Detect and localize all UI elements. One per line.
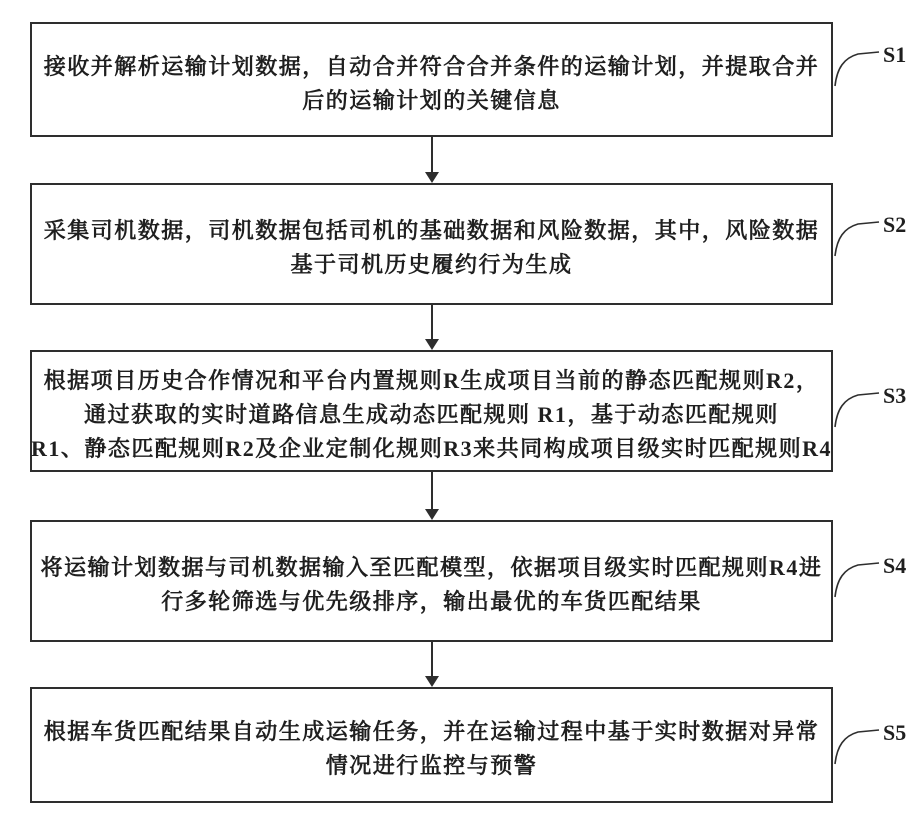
- arrow-head: [425, 509, 439, 520]
- step-id: S4: [883, 553, 907, 578]
- step-text-line: 根据车货匹配结果自动生成运输任务，并在运输过程中基于实时数据对异常: [43, 719, 820, 744]
- leader-line-icon: [834, 42, 882, 90]
- leader-line-icon: [834, 720, 882, 768]
- step-box-s4: [30, 520, 833, 642]
- step-text-line: 采集司机数据，司机数据包括司机的基础数据和风险数据，其中，风险数据: [43, 218, 820, 243]
- step-text-line: 根据项目历史合作情况和平台内置规则R生成项目当前的静态匹配规则R2，: [43, 368, 820, 393]
- leader-line-icon: [834, 553, 882, 601]
- arrow-head: [425, 172, 439, 183]
- step-text-line: 基于司机历史履约行为生成: [290, 252, 573, 277]
- step-id: S1: [883, 42, 907, 67]
- step-id: S3: [883, 383, 907, 408]
- step-box-s2: [30, 183, 833, 305]
- step-id: S2: [883, 212, 907, 237]
- arrow-shaft: [431, 472, 433, 509]
- step-text-line: 通过获取的实时道路信息生成动态匹配规则 R1，基于动态匹配规则: [84, 402, 779, 427]
- leader-line-icon: [834, 212, 882, 260]
- step-label-s2: [834, 212, 922, 260]
- step-text-line: 接收并解析运输计划数据，自动合并符合合并条件的运输计划，并提取合并: [43, 53, 820, 79]
- step-box-s5: [30, 687, 833, 803]
- arrow-head: [425, 339, 439, 350]
- step-text-line: 后的运输计划的关键信息: [302, 87, 561, 113]
- step-label-s5: [834, 720, 922, 768]
- step-label-s4: [834, 553, 922, 601]
- step-text-line: 情况进行监控与预警: [325, 753, 538, 778]
- arrow-head: [425, 676, 439, 687]
- step-label-s1: [834, 42, 922, 90]
- arrow-shaft: [431, 305, 433, 339]
- step-id: S5: [883, 720, 907, 745]
- step-text-line: 将运输计划数据与司机数据输入至匹配模型，依据项目级实时匹配规则R4进: [40, 555, 823, 580]
- step-text-line: 行多轮筛选与优先级排序，输出最优的车货匹配结果: [161, 589, 702, 614]
- step-label-s3: [834, 383, 922, 431]
- step-text-line: R1、静态匹配规则R2及企业定制化规则R3来共同构成项目级实时匹配规则R4: [30, 436, 833, 461]
- arrow-shaft: [431, 137, 433, 172]
- leader-line-icon: [834, 383, 882, 431]
- arrow-shaft: [431, 642, 433, 676]
- step-box-s3: [30, 350, 833, 472]
- step-box-s1: [30, 22, 833, 137]
